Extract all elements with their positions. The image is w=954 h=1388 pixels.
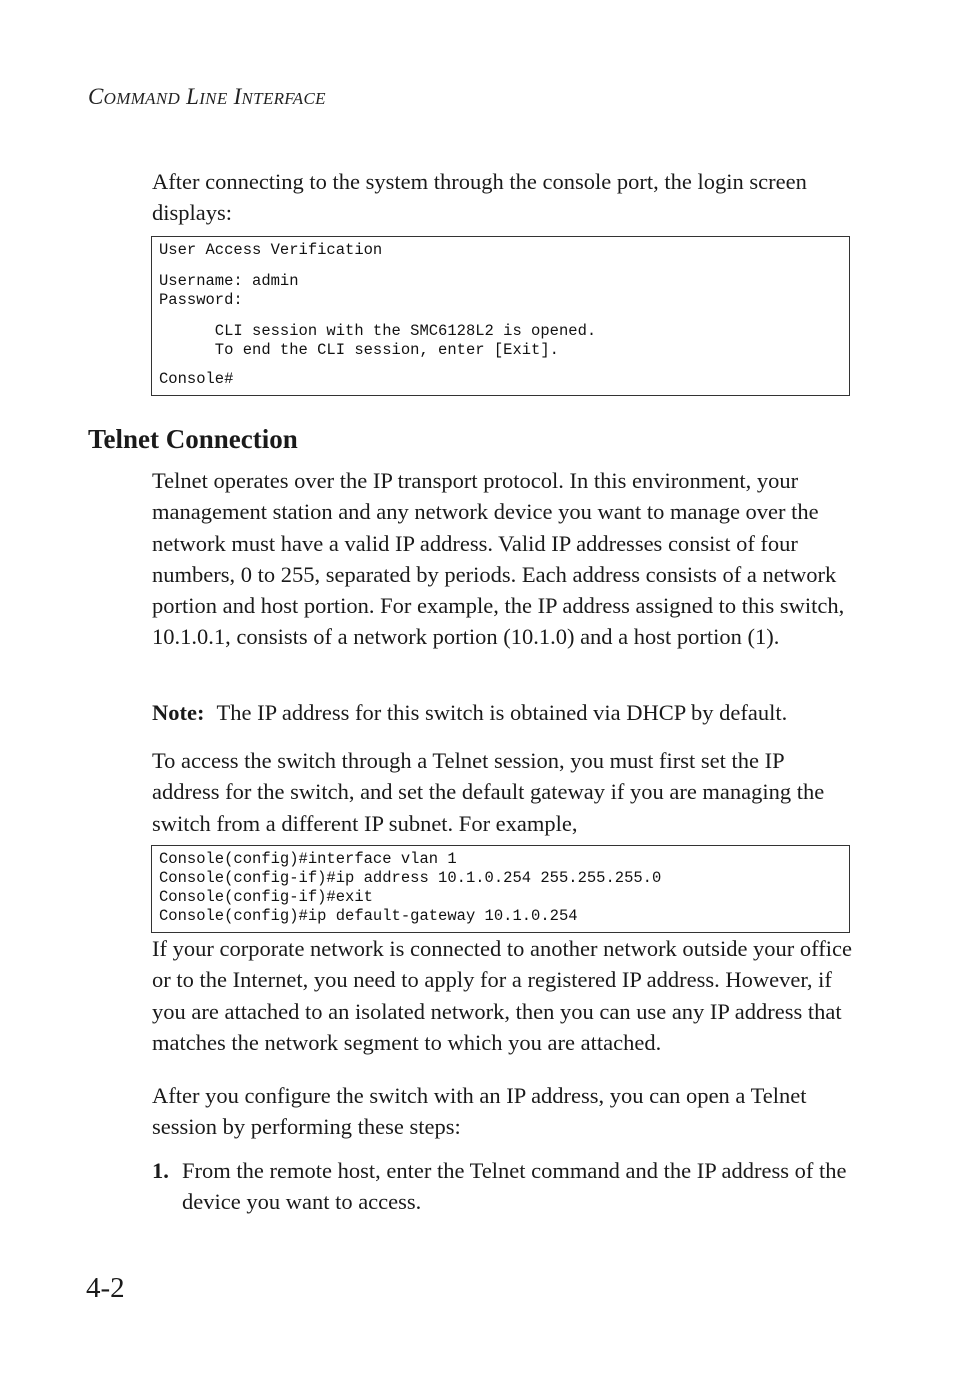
code-line: Console# (159, 370, 234, 388)
code-line: To end the CLI session, enter [Exit]. (159, 341, 559, 359)
header-word-command: OMMAND (103, 89, 181, 108)
code-line: Console(config)#ip default-gateway 10.1.0.254 (159, 907, 578, 925)
code-line: Console(config-if)#exit (159, 888, 373, 906)
header-initial-i: I (233, 84, 242, 109)
login-screen-code (151, 236, 850, 396)
step-number: 1. (152, 1158, 169, 1183)
code-line: Password: (159, 291, 243, 309)
step-1 (152, 1155, 852, 1218)
header-word-line: INE (199, 89, 228, 108)
intro-paragraph: After connecting to the system through the console port, the login screen displays: (152, 169, 807, 226)
header-initial-l: L (186, 84, 200, 109)
note (152, 697, 787, 728)
section-heading: Telnet Connection (88, 424, 298, 454)
network-paragraph: If your corporate network is connected to another network outside your office or to the Internet, you need to apply for a registered IP address. However, if you are attached to an isolated network, then you can use any IP address that matches the network segment to which you are attached. (152, 936, 852, 1055)
code-line: Console(config-if)#ip address 10.1.0.254 255.255.255.0 (159, 869, 662, 887)
code-line: User Access Verification (159, 241, 383, 259)
telnet-overview-paragraph: Telnet operates over the IP transport protocol. In this environment, your management station and any network device you want to manage over the network must have a valid IP address. Valid IP addresses consist of four numbers, 0 to 255, separated by periods. Each address consists of a network portion and host portion. For example, the IP address assigned to this switch, 10.1.0.1, consists of a network portion (10.1.0) and a host portion (1). (152, 468, 845, 650)
header-word-interface: NTERFACE (241, 89, 326, 108)
config-code (151, 845, 850, 933)
running-header (88, 84, 326, 110)
note-text: The IP address for this switch is obtained via DHCP by default. (216, 700, 788, 725)
step-text: From the remote host, enter the Telnet command and the IP address of the device you want to access. (182, 1158, 847, 1215)
header-initial-c: C (88, 84, 104, 109)
page-number: 4-2 (86, 1272, 125, 1304)
code-line: Console(config)#interface vlan 1 (159, 850, 457, 868)
code-line: CLI session with the SMC6128L2 is opened. (159, 322, 597, 340)
code-line: Username: admin (159, 272, 299, 290)
note-label: Note: (152, 700, 205, 725)
access-paragraph: To access the switch through a Telnet session, you must first set the IP address for the switch, and set the default gateway if you are managing the switch from a different IP subnet. For example, (152, 748, 825, 836)
steps-intro-paragraph: After you configure the switch with an IP address, you can open a Telnet session by performing these steps: (152, 1083, 807, 1140)
